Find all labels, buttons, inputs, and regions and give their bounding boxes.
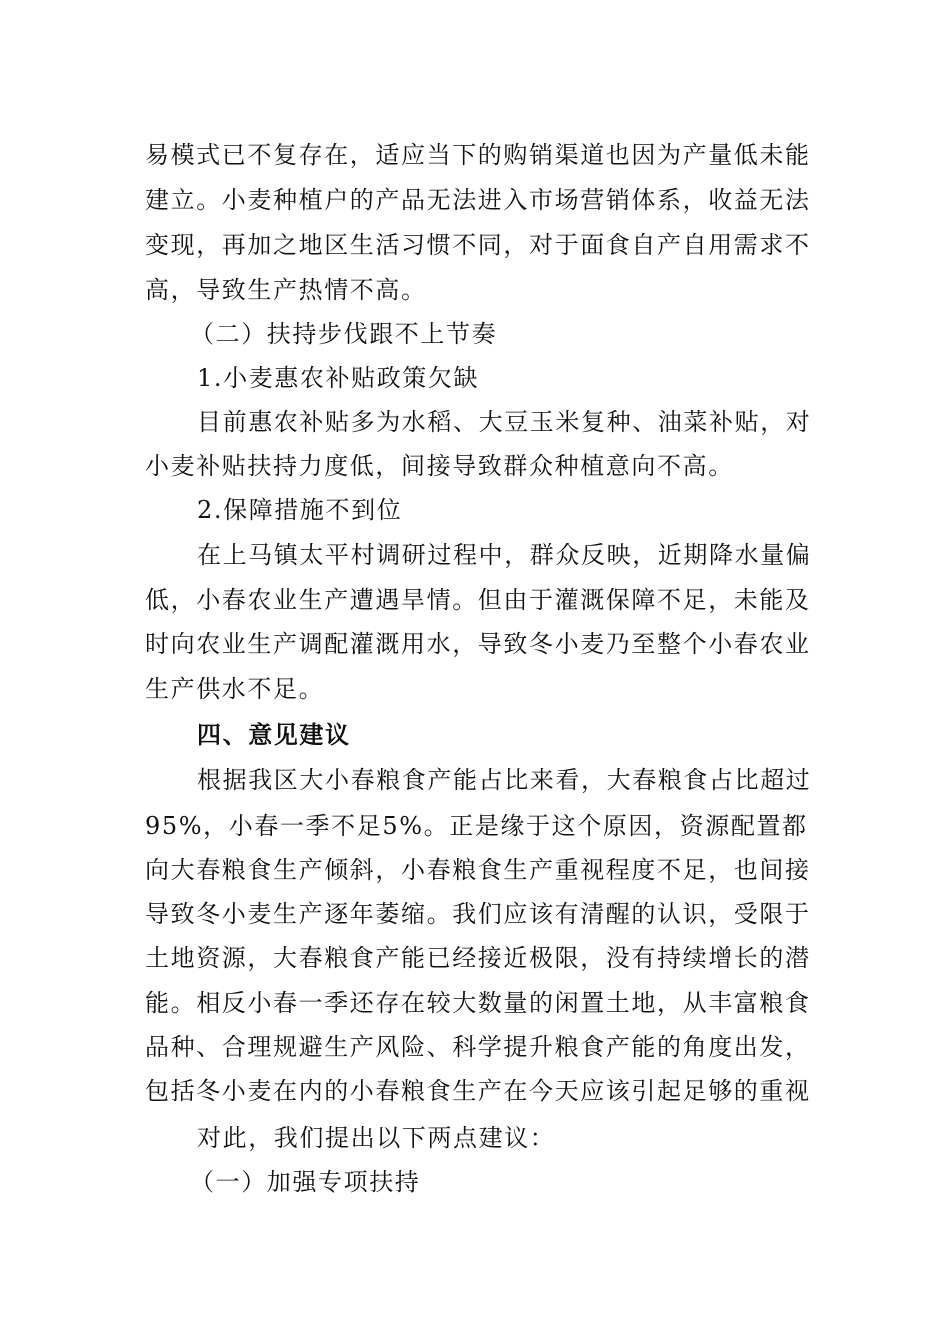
paragraph-line: 品种、合理规避生产风险、科学提升粮食产能的角度出发，: [145, 1033, 811, 1061]
paragraph-line: 能。相反小春一季还存在较大数量的闲置土地，从丰富粮食: [145, 989, 811, 1017]
paragraph-line: 易模式已不复存在，适应当下的购销渠道也因为产量低未能: [145, 141, 811, 169]
paragraph-line: 生产供水不足。: [145, 675, 325, 703]
section-heading: （二）扶持步伐跟不上节奏: [190, 320, 498, 348]
paragraph-line: 对此，我们提出以下两点建议：: [197, 1124, 556, 1152]
paragraph-line: 目前惠农补贴多为水稻、大豆玉米复种、油菜补贴，对: [197, 408, 812, 436]
paragraph-line: 建立。小麦种植户的产品无法进入市场营销体系，收益无法: [145, 186, 811, 214]
paragraph-line: 向大春粮食生产倾斜，小春粮食生产重视程度不足，也间接: [145, 856, 811, 884]
paragraph-line: 95%，小春一季不足5%。正是缘于这个原因，资源配置都: [145, 812, 808, 840]
paragraph-line: 包括冬小麦在内的小春粮食生产在今天应该引起足够的重视: [145, 1077, 811, 1105]
paragraph-line: 根据我区大小春粮食产能占比来看，大春粮食占比超过: [197, 766, 812, 794]
paragraph-line: 土地资源，大春粮食产能已经接近极限，没有持续增长的潜: [145, 944, 811, 972]
paragraph-line: 导致冬小麦生产逐年萎缩。我们应该有清醒的认识，受限于: [145, 900, 811, 928]
paragraph-line: 高，导致生产热情不高。: [145, 276, 427, 304]
subsection-heading: 2.保障措施不到位: [197, 496, 403, 524]
section-heading: （一）加强专项扶持: [190, 1168, 421, 1196]
paragraph-line: 在上马镇太平村调研过程中，群众反映，近期降水量偏: [197, 541, 812, 569]
chapter-heading: 四、意见建议: [197, 721, 351, 749]
paragraph-line: 小麦补贴扶持力度低，间接导致群众种植意向不高。: [145, 452, 734, 480]
paragraph-line: 时向农业生产调配灌溉用水，导致冬小麦乃至整个小春农业: [145, 630, 811, 658]
paragraph-line: 变现，再加之地区生活习惯不同，对于面食自产自用需求不: [145, 231, 811, 259]
paragraph-line: 低，小春农业生产遭遇旱情。但由于灌溉保障不足，未能及: [145, 586, 811, 614]
subsection-heading: 1.小麦惠农补贴政策欠缺: [197, 364, 480, 392]
